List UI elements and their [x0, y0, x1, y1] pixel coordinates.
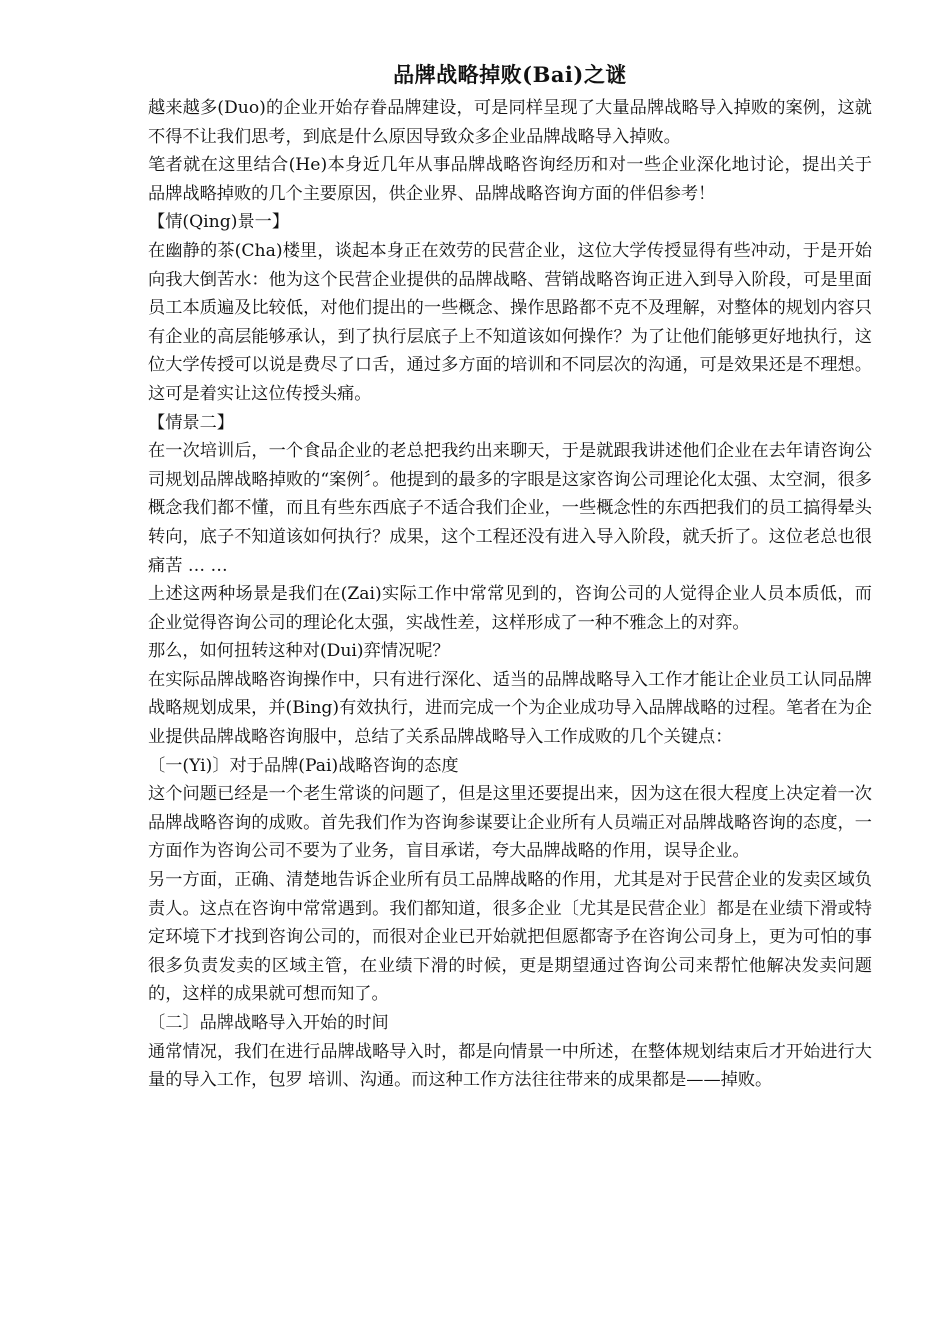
- paragraph: 在实际品牌战略咨询操作中，只有进行深化、适当的品牌战略导入工作才能让企业员工认同品牌战略规划成果，并(Bing)有效执行，进而完成一个为企业成功导入品牌战略的过程。笔者在为企业提供品牌战略咨询服中，总结了关系品牌战略导入工作成败的几个关键点：: [148, 669, 872, 748]
- document-title: 品牌战略掉败(Bai)之谜: [393, 62, 627, 87]
- document-body: [148, 94, 872, 1095]
- paragraph: 在幽静的茶(Cha)楼里，谈起本身正在效劳的民营企业，这位大学传授显得有些冲动，于是开始向我大倒苦水：他为这个民营企业提供的品牌战略、营销战略咨询正进入到导入阶段，可是里面员工本质遍及比较低，对他们提出的一些概念、操作思路都不克不及理解，对整体的规划内容只有企业的高层能够承认，到了执行层底子上不知道该如何操作？为了让他们能够更好地执行，这位大学传授可以说是费尽了口舌，通过多方面的培训和不同层次的沟通，可是效果还是不理想。这可是着实让这位传授头痛。: [148, 240, 872, 404]
- section-heading: 【情(Qing)景一】: [148, 212, 290, 233]
- document-page: [148, 60, 872, 1095]
- section-heading: 【情景二】: [148, 412, 234, 433]
- paragraph: 笔者就在这里结合(He)本身近几年从事品牌战略咨询经历和对一些企业深化地讨论，提出关于品牌战略掉败的几个主要原因，供企业界、品牌战略咨询方面的伴侣参考！: [148, 155, 872, 204]
- paragraph: 另一方面，正确、清楚地告诉企业所有员工品牌战略的作用，尤其是对于民营企业的发卖区域负责人。这点在咨询中常常遇到。我们都知道，很多企业〔尤其是民营企业〕都是在业绩下滑或特定环境下才找到咨询公司的，而很对企业已开始就把但愿都寄予在咨询公司身上，更为可怕的事很多负责发卖的区域主管，在业绩下滑的时候，更是期望通过咨询公司来帮忙他解决发卖问题的，这样的成果就可想而知了。: [148, 870, 872, 1005]
- paragraph: 那么，如何扭转这种对(Dui)弈情况呢？: [148, 641, 450, 662]
- paragraph: 这个问题已经是一个老生常谈的问题了，但是这里还要提出来，因为这在很大程度上决定着一次品牌战略咨询的成败。首先我们作为咨询参谋要让企业所有人员端正对品牌战略咨询的态度，一方面作为咨询公司不要为了业务，盲目承诺，夸大品牌战略的作用，误导企业。: [148, 784, 872, 862]
- paragraph: 越来越多(Duo)的企业开始存眷品牌建设，可是同样呈现了大量品牌战略导入掉败的案例，这就不得不让我们思考，到底是什么原因导致众多企业品牌战略导入掉败。: [148, 98, 872, 147]
- section-heading: 〔一(Yi)〕对于品牌(Pai)战略咨询的态度: [148, 755, 459, 776]
- paragraph: 通常情况，我们在进行品牌战略导入时，都是向情景一中所述，在整体规划结束后才开始进行大量的导入工作，包罗 培训、沟通。而这种工作方法往往带来的成果都是——掉败。: [148, 1041, 872, 1091]
- paragraph: 在一次培训后，一个食品企业的老总把我约出来聊天，于是就跟我讲述他们企业在去年请咨询公司规划品牌战略掉败的“案例〞。他提到的最多的字眼是这家咨询公司理论化太强、太空洞，很多概念我们都不懂，而且有些东西底子不适合我们企业，一些概念性的东西把我们的员工搞得晕头转向，底子不知道该如何执行？成果，这个工程还没有进入导入阶段，就夭折了。这位老总也很痛苦 … …: [148, 441, 872, 576]
- paragraph: 上述这两种场景是我们在(Zai)实际工作中常常见到的，咨询公司的人觉得企业人员本质低，而企业觉得咨询公司的理论化太强，实战性差，这样形成了一种不雅念上的对弈。: [148, 584, 872, 633]
- section-heading: 〔二〕品牌战略导入开始的时间: [148, 1013, 389, 1033]
